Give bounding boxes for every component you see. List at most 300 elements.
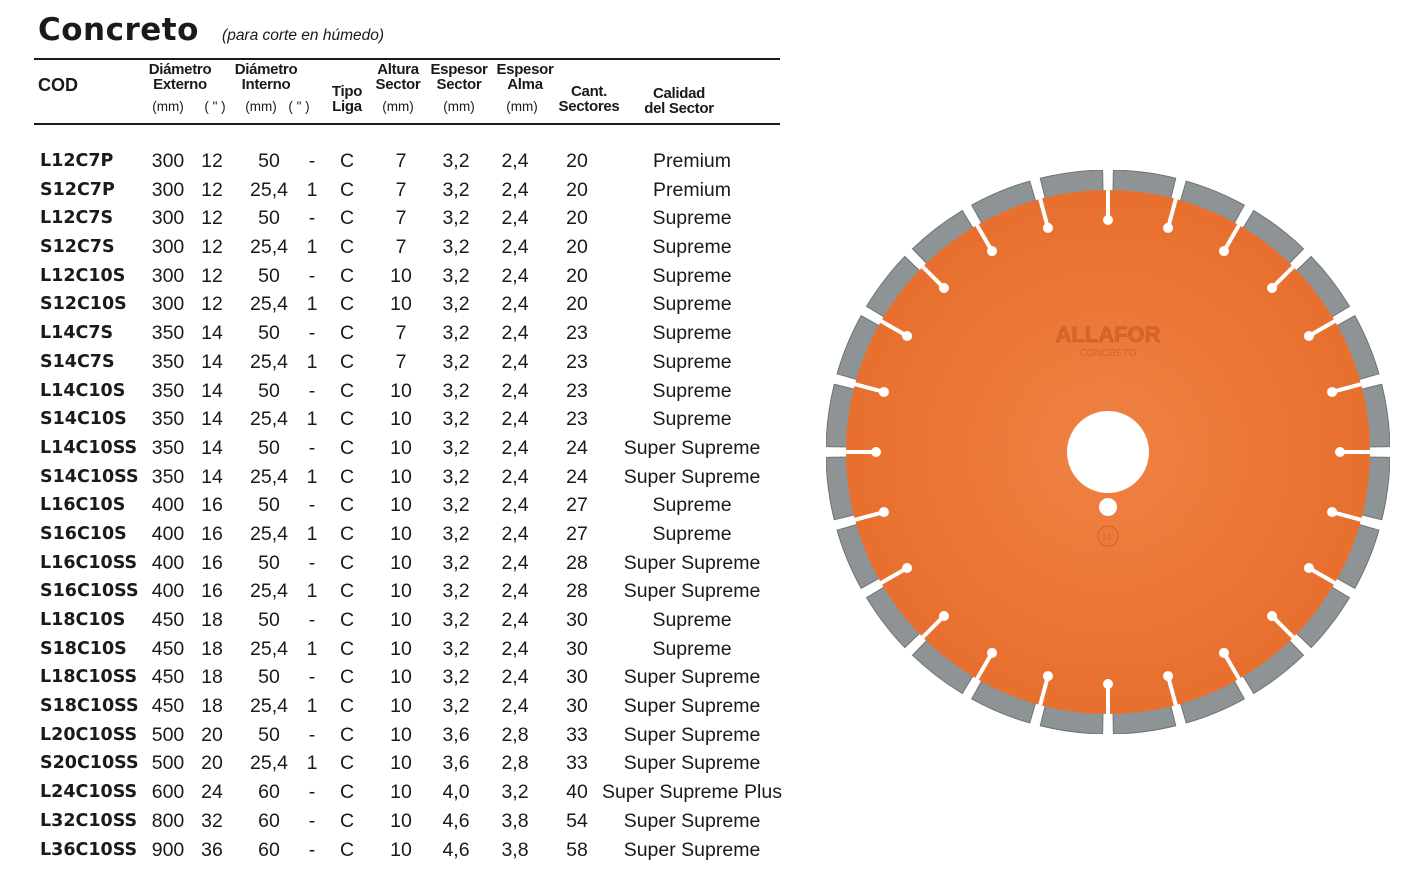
- cell-cod: S12C7S: [40, 237, 115, 258]
- cell-espesor-sector: 3,2: [442, 293, 470, 316]
- unit-int-in: ( " ): [288, 99, 310, 114]
- cell-int-mm: 60: [258, 781, 280, 804]
- cell-espesor-sector: 3,6: [442, 752, 470, 775]
- cell-ext-in: 20: [201, 752, 223, 775]
- cell-espesor-sector: 3,2: [442, 408, 470, 431]
- blade-slot-hole: [1267, 611, 1277, 621]
- cell-ext-mm: 350: [151, 408, 185, 431]
- cell-int-mm: 25,4: [250, 465, 288, 488]
- blade-slot-hole: [1327, 507, 1337, 517]
- table-row: [0, 405, 790, 434]
- cell-cod: S18C10S: [40, 638, 127, 659]
- cell-ext-in: 14: [201, 436, 223, 459]
- cell-ext-mm: 300: [151, 293, 185, 316]
- cell-espesor-alma: 2,4: [501, 293, 529, 316]
- cell-cod: S16C10SS: [40, 581, 139, 602]
- cell-tipo-liga: C: [339, 551, 355, 574]
- cell-espesor-sector: 4,6: [442, 838, 470, 861]
- diamond-saw-blade-image: [826, 170, 1390, 734]
- cell-calidad: Supreme: [652, 293, 732, 316]
- cell-cod: L14C10SS: [40, 437, 138, 458]
- cell-espesor-alma: 2,4: [501, 178, 529, 201]
- cell-int-mm: 25,4: [250, 350, 288, 373]
- cell-cant-sectores: 30: [566, 695, 588, 718]
- cell-tipo-liga: C: [339, 465, 355, 488]
- blade-pin-hole: [1099, 498, 1117, 516]
- table-row: [0, 520, 790, 549]
- table-row: [0, 836, 790, 865]
- cell-ext-mm: 350: [151, 350, 185, 373]
- cell-cant-sectores: 30: [566, 637, 588, 660]
- header-altura-line1: Altura: [377, 61, 419, 78]
- cell-ext-mm: 400: [151, 494, 185, 517]
- table-row: [0, 663, 790, 692]
- cell-int-mm: 25,4: [250, 522, 288, 545]
- blade-slot-hole: [1304, 563, 1314, 573]
- cell-calidad: Supreme: [652, 264, 732, 287]
- cell-calidad: Supreme: [652, 322, 732, 345]
- header-altura: [376, 62, 421, 92]
- unit-espesor-alma-mm: (mm): [506, 99, 538, 114]
- table-row: [0, 204, 790, 233]
- cell-int-in: 1: [306, 580, 318, 603]
- cell-altura: 10: [390, 809, 412, 832]
- cell-int-mm: 25,4: [250, 178, 288, 201]
- blade-slot-hole: [902, 563, 912, 573]
- cell-ext-in: 18: [201, 609, 223, 631]
- header-altura-line2: Sector: [375, 76, 421, 93]
- cell-altura: 10: [390, 408, 412, 431]
- cell-tipo-liga: C: [339, 408, 355, 431]
- cell-altura: 10: [390, 637, 412, 660]
- cell-tipo-liga: C: [339, 666, 355, 689]
- cell-cant-sectores: 33: [566, 752, 588, 775]
- header-tipo-liga: [332, 84, 362, 114]
- cell-espesor-sector: 3,2: [442, 436, 470, 459]
- cell-cant-sectores: 23: [566, 379, 588, 402]
- cell-espesor-sector: 3,2: [442, 236, 470, 259]
- cell-int-mm: 50: [258, 494, 280, 517]
- blade-slot-hole: [1327, 387, 1337, 397]
- header-diam-ext-line1: Diámetro: [148, 61, 212, 78]
- cell-ext-mm: 450: [151, 666, 185, 689]
- header-diam-int-line2: Interno: [241, 76, 291, 93]
- cell-cant-sectores: 20: [566, 293, 588, 316]
- cell-ext-in: 16: [201, 580, 223, 603]
- cell-altura: 10: [390, 264, 412, 287]
- table-row: [0, 807, 790, 836]
- header-cant-sectores: [559, 84, 620, 114]
- table-row: [0, 606, 790, 635]
- cell-int-in: 1: [306, 522, 318, 545]
- cell-tipo-liga: C: [339, 264, 355, 287]
- cell-cant-sectores: 33: [566, 723, 588, 746]
- cell-cant-sectores: 27: [566, 494, 588, 517]
- cell-int-in: -: [308, 809, 316, 832]
- cell-calidad: Supreme: [652, 408, 732, 431]
- cell-int-in: 1: [306, 637, 318, 660]
- cell-ext-in: 20: [201, 723, 223, 746]
- cell-ext-in: 12: [201, 207, 223, 230]
- cell-ext-mm: 400: [151, 580, 185, 603]
- header-espesor-sector-line1: Espesor: [430, 61, 488, 78]
- cell-ext-mm: 400: [151, 522, 185, 545]
- cell-cod: L16C10S: [40, 495, 126, 516]
- blade-slot-hole: [871, 447, 881, 457]
- cell-espesor-sector: 3,2: [442, 494, 470, 517]
- blade-slot-hole: [1219, 648, 1229, 658]
- cell-calidad: Super Supreme: [623, 436, 761, 459]
- table-row: [0, 721, 790, 750]
- cell-espesor-alma: 2,4: [501, 350, 529, 373]
- table-row: [0, 434, 790, 463]
- cell-int-in: -: [308, 379, 316, 402]
- table-row: [0, 377, 790, 406]
- cell-cod: S12C10S: [40, 294, 127, 315]
- cell-cant-sectores: 20: [566, 178, 588, 201]
- cell-tipo-liga: C: [339, 350, 355, 373]
- cell-calidad: Super Supreme: [623, 465, 761, 488]
- cell-ext-in: 12: [201, 293, 223, 316]
- cell-int-in: -: [308, 264, 316, 287]
- cell-ext-mm: 350: [151, 436, 185, 459]
- cell-ext-mm: 500: [151, 723, 185, 746]
- cell-espesor-alma: 2,4: [501, 207, 529, 230]
- unit-ext-in: ( " ): [204, 99, 226, 114]
- cell-ext-in: 16: [201, 551, 223, 574]
- cell-espesor-sector: 4,0: [442, 781, 470, 804]
- cell-espesor-sector: 3,2: [442, 551, 470, 574]
- blade-slot-hole: [1219, 246, 1229, 256]
- cell-int-mm: 50: [258, 264, 280, 287]
- cell-tipo-liga: C: [339, 838, 355, 861]
- cell-espesor-alma: 3,8: [501, 838, 529, 861]
- cell-calidad: Super Supreme Plus: [602, 781, 782, 804]
- cell-ext-mm: 300: [151, 207, 185, 230]
- cell-cant-sectores: 30: [566, 666, 588, 689]
- cell-int-mm: 50: [258, 723, 280, 746]
- cell-calidad: Super Supreme: [623, 580, 761, 603]
- cell-cod: S20C10SS: [40, 753, 139, 774]
- cell-tipo-liga: C: [339, 494, 355, 517]
- cell-espesor-alma: 2,4: [501, 666, 529, 689]
- table-row: [0, 749, 790, 778]
- header-espesor-sector-line2: Sector: [436, 76, 482, 93]
- blade-slot-hole: [987, 648, 997, 658]
- cell-espesor-sector: 3,2: [442, 637, 470, 660]
- cell-cod: L20C10SS: [40, 724, 138, 745]
- cell-cant-sectores: 23: [566, 408, 588, 431]
- header-espesor-alma: [496, 62, 553, 92]
- header-diam-ext-line2: Externo: [153, 76, 207, 93]
- cell-calidad: Supreme: [652, 236, 732, 259]
- cell-ext-in: 18: [201, 637, 223, 660]
- cell-cod: S14C7S: [40, 351, 115, 372]
- blade-slot-hole: [902, 331, 912, 341]
- header-tipo-line1: Tipo: [331, 83, 363, 100]
- cell-int-mm: 50: [258, 436, 280, 459]
- header-espesor-alma-line2: Alma: [507, 76, 543, 93]
- cell-espesor-alma: 2,4: [501, 522, 529, 545]
- cell-cant-sectores: 20: [566, 150, 588, 172]
- cell-ext-in: 16: [201, 522, 223, 545]
- cell-int-mm: 25,4: [250, 752, 288, 775]
- cell-int-in: -: [308, 723, 316, 746]
- cell-espesor-sector: 3,2: [442, 207, 470, 230]
- cell-int-in: 1: [306, 350, 318, 373]
- cell-espesor-alma: 2,4: [501, 465, 529, 488]
- cell-ext-in: 12: [201, 264, 223, 287]
- cell-int-mm: 50: [258, 322, 280, 345]
- cell-ext-in: 24: [201, 781, 223, 804]
- cell-tipo-liga: C: [339, 580, 355, 603]
- cell-cod: L12C7S: [40, 208, 114, 229]
- cell-int-mm: 50: [258, 379, 280, 402]
- title-row: [38, 12, 384, 48]
- cell-int-mm: 50: [258, 609, 280, 631]
- cell-espesor-alma: 2,4: [501, 580, 529, 603]
- cell-espesor-alma: 3,2: [501, 781, 529, 804]
- cell-espesor-alma: 2,8: [501, 723, 529, 746]
- table-row: [0, 176, 790, 205]
- table-row: [0, 778, 790, 807]
- cell-tipo-liga: C: [339, 293, 355, 316]
- cell-ext-in: 18: [201, 695, 223, 718]
- header-cant-line2: Sectores: [558, 98, 620, 115]
- cell-int-in: -: [308, 666, 316, 689]
- cell-cod: L14C7S: [40, 323, 114, 344]
- cell-espesor-sector: 3,2: [442, 150, 470, 172]
- cell-ext-mm: 350: [151, 379, 185, 402]
- cell-ext-mm: 350: [151, 465, 185, 488]
- cell-int-in: 1: [306, 236, 318, 259]
- blade-slot-hole: [987, 246, 997, 256]
- cell-int-mm: 60: [258, 809, 280, 832]
- cell-calidad: Super Supreme: [623, 666, 761, 689]
- cell-espesor-alma: 2,4: [501, 609, 529, 631]
- cell-altura: 7: [395, 178, 407, 201]
- cell-calidad: Supreme: [652, 350, 732, 373]
- cell-ext-mm: 450: [151, 637, 185, 660]
- cell-altura: 10: [390, 838, 412, 861]
- cell-altura: 10: [390, 752, 412, 775]
- cell-tipo-liga: C: [339, 322, 355, 345]
- cell-cant-sectores: 24: [566, 436, 588, 459]
- cell-cod: S14C10SS: [40, 466, 139, 487]
- blade-slot-hole: [879, 387, 889, 397]
- cell-altura: 7: [395, 207, 407, 230]
- cell-altura: 10: [390, 379, 412, 402]
- cell-tipo-liga: C: [339, 379, 355, 402]
- cell-int-mm: 25,4: [250, 408, 288, 431]
- cell-cod: L14C10S: [40, 380, 126, 401]
- cell-ext-mm: 300: [151, 236, 185, 259]
- cell-int-mm: 50: [258, 150, 280, 172]
- blade-slot-hole: [1267, 283, 1277, 293]
- cell-ext-mm: 450: [151, 609, 185, 631]
- cell-tipo-liga: C: [339, 809, 355, 832]
- cell-tipo-liga: C: [339, 609, 355, 631]
- cell-espesor-alma: 2,4: [501, 379, 529, 402]
- cell-cod: S18C10SS: [40, 696, 139, 717]
- blade-arbor-hole: [1067, 411, 1149, 493]
- cell-ext-mm: 900: [151, 838, 185, 861]
- cell-ext-mm: 300: [151, 150, 185, 172]
- cell-tipo-liga: C: [339, 522, 355, 545]
- cell-espesor-alma: 2,4: [501, 322, 529, 345]
- cell-espesor-sector: 3,2: [442, 350, 470, 373]
- cell-cant-sectores: 54: [566, 809, 588, 832]
- header-bottom-rule: [34, 123, 780, 125]
- cell-cod: L12C7P: [40, 151, 114, 171]
- header-top-rule: [34, 58, 780, 60]
- header-cod: COD: [38, 75, 78, 95]
- cell-espesor-alma: 2,4: [501, 150, 529, 172]
- cell-espesor-sector: 3,2: [442, 666, 470, 689]
- cell-altura: 10: [390, 522, 412, 545]
- table-row: [0, 692, 790, 721]
- page-subtitle: (para corte en húmedo): [222, 27, 385, 44]
- cell-calidad: Supreme: [652, 379, 732, 402]
- cell-cant-sectores: 27: [566, 522, 588, 545]
- blade-model-text: CONCRETO: [1079, 348, 1137, 359]
- cell-espesor-sector: 3,2: [442, 322, 470, 345]
- blade-size-text: 14": [1101, 532, 1115, 542]
- cell-espesor-sector: 3,2: [442, 522, 470, 545]
- cell-calidad: Super Supreme: [623, 838, 761, 861]
- cell-ext-mm: 800: [151, 809, 185, 832]
- cell-int-in: 1: [306, 293, 318, 316]
- cell-cod: L18C10S: [40, 610, 126, 630]
- cell-calidad: Supreme: [652, 609, 732, 631]
- table-row: [0, 577, 790, 606]
- table-row: [0, 233, 790, 262]
- cell-espesor-sector: 3,6: [442, 723, 470, 746]
- cell-calidad: Super Supreme: [623, 695, 761, 718]
- cell-cant-sectores: 20: [566, 207, 588, 230]
- cell-int-mm: 25,4: [250, 293, 288, 316]
- cell-int-in: -: [308, 494, 316, 517]
- cell-tipo-liga: C: [339, 723, 355, 746]
- table-row: [0, 348, 790, 377]
- blade-slot-hole: [1163, 223, 1173, 233]
- cell-altura: 10: [390, 580, 412, 603]
- cell-cod: S12C7P: [40, 179, 115, 200]
- cell-ext-in: 14: [201, 408, 223, 431]
- blade-slot-hole: [879, 507, 889, 517]
- cell-int-in: 1: [306, 465, 318, 488]
- cell-tipo-liga: C: [339, 236, 355, 259]
- cell-cant-sectores: 23: [566, 350, 588, 373]
- cell-tipo-liga: C: [339, 781, 355, 804]
- unit-ext-mm: (mm): [152, 99, 184, 114]
- product-table-body: [0, 147, 790, 864]
- cell-ext-in: 36: [201, 838, 223, 861]
- cell-altura: 10: [390, 494, 412, 517]
- cell-int-mm: 25,4: [250, 580, 288, 603]
- header-espesor-alma-line1: Espesor: [496, 61, 554, 78]
- cell-int-in: 1: [306, 408, 318, 431]
- cell-espesor-alma: 2,4: [501, 494, 529, 517]
- cell-cod: L32C10SS: [40, 810, 138, 831]
- cell-int-in: -: [308, 207, 316, 230]
- cell-tipo-liga: C: [339, 207, 355, 230]
- cell-int-in: 1: [306, 178, 318, 201]
- header-diam-int-line1: Diámetro: [234, 61, 298, 78]
- blade-slot-hole: [1043, 223, 1053, 233]
- cell-int-in: 1: [306, 752, 318, 775]
- cell-espesor-alma: 2,4: [501, 551, 529, 574]
- blade-slot-hole: [1103, 679, 1113, 689]
- cell-cod: S16C10S: [40, 523, 127, 544]
- cell-espesor-alma: 2,4: [501, 695, 529, 718]
- cell-espesor-sector: 3,2: [442, 695, 470, 718]
- cell-espesor-alma: 2,4: [501, 436, 529, 459]
- cell-ext-in: 18: [201, 666, 223, 689]
- cell-altura: 7: [395, 322, 407, 345]
- cell-int-mm: 25,4: [250, 637, 288, 660]
- page-title: Concreto: [38, 12, 199, 48]
- cell-int-mm: 50: [258, 207, 280, 230]
- blade-brand-text: ALLAFOR: [1055, 322, 1161, 347]
- cell-altura: 7: [395, 236, 407, 259]
- table-row: [0, 290, 790, 319]
- cell-cod: L16C10SS: [40, 552, 138, 573]
- unit-altura-mm: (mm): [382, 99, 414, 114]
- cell-altura: 7: [395, 350, 407, 373]
- cell-calidad: Supreme: [652, 522, 732, 545]
- blade-slot-hole: [1304, 331, 1314, 341]
- cell-tipo-liga: C: [339, 752, 355, 775]
- header-cant-line1: Cant.: [570, 83, 608, 100]
- header-tipo-line2: Liga: [332, 98, 362, 115]
- cell-int-in: -: [308, 322, 316, 345]
- cell-cant-sectores: 30: [566, 609, 588, 631]
- table-row: [0, 549, 790, 578]
- cell-ext-in: 16: [201, 494, 223, 517]
- cell-cod: L36C10SS: [40, 839, 138, 860]
- blade-slot-hole: [939, 611, 949, 621]
- cell-int-in: -: [308, 150, 316, 172]
- cell-ext-in: 14: [201, 465, 223, 488]
- cell-cod: L24C10SS: [40, 782, 138, 803]
- cell-calidad: Supreme: [652, 494, 732, 517]
- blade-slot-hole: [939, 283, 949, 293]
- cell-ext-in: 14: [201, 322, 223, 345]
- cell-int-mm: 60: [258, 838, 280, 861]
- cell-espesor-alma: 2,4: [501, 408, 529, 431]
- cell-ext-mm: 500: [151, 752, 185, 775]
- cell-espesor-alma: 3,8: [501, 809, 529, 832]
- cell-espesor-sector: 3,2: [442, 580, 470, 603]
- cell-altura: 10: [390, 465, 412, 488]
- cell-int-in: -: [308, 436, 316, 459]
- cell-ext-mm: 450: [151, 695, 185, 718]
- cell-ext-in: 12: [201, 236, 223, 259]
- header-calidad-line1: Calidad: [652, 85, 706, 102]
- header-calidad: [644, 86, 714, 116]
- table-row: [0, 491, 790, 520]
- cell-altura: 10: [390, 723, 412, 746]
- cell-altura: 10: [390, 293, 412, 316]
- cell-espesor-sector: 3,2: [442, 379, 470, 402]
- cell-cant-sectores: 40: [566, 781, 588, 804]
- cell-ext-in: 12: [201, 178, 223, 201]
- cell-cant-sectores: 24: [566, 465, 588, 488]
- cell-cod: S14C10S: [40, 409, 127, 430]
- cell-espesor-sector: 3,2: [442, 609, 470, 631]
- cell-calidad: Super Supreme: [623, 809, 761, 832]
